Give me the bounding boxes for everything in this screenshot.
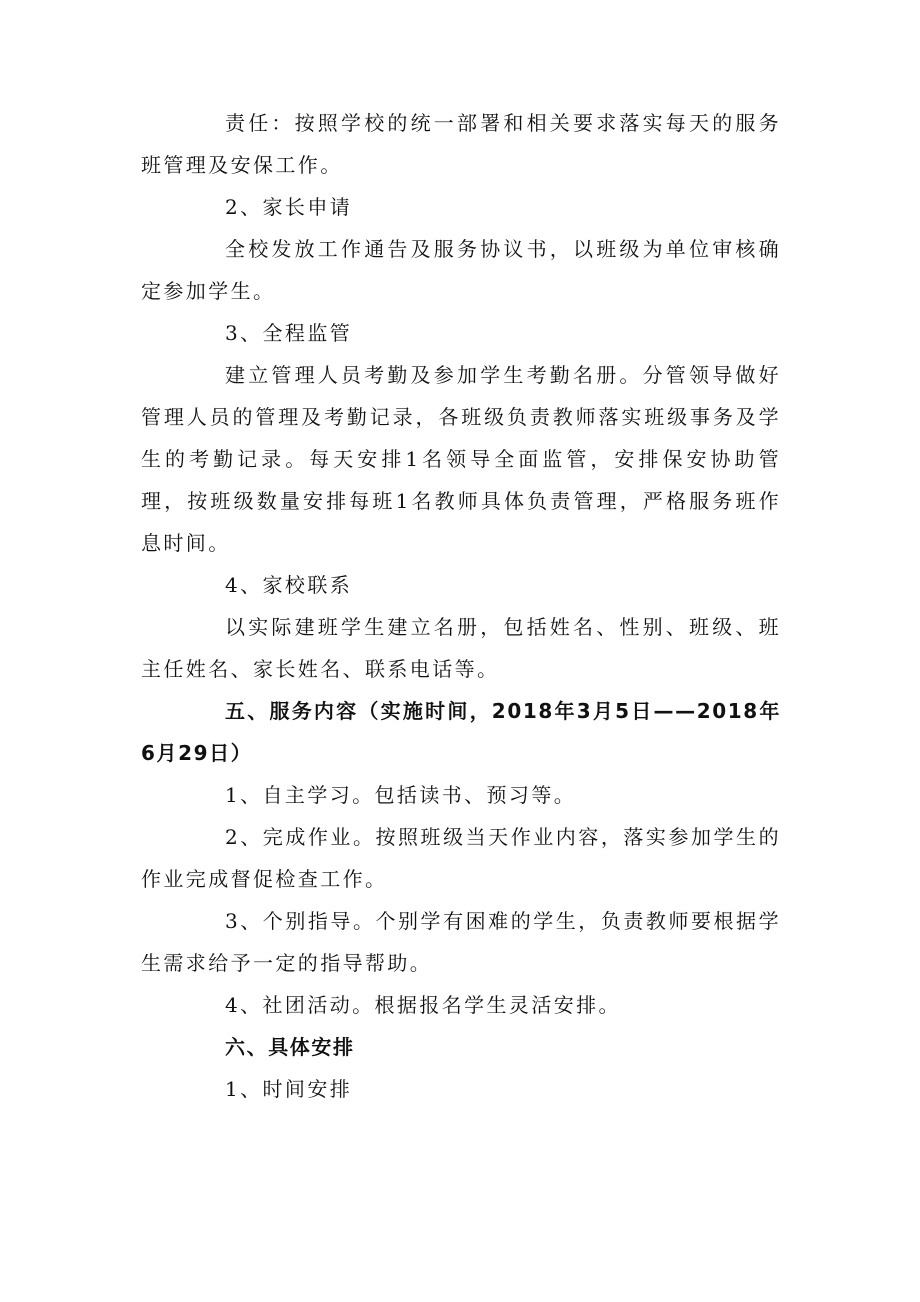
section-heading-arrangements: 六、具体安排 bbox=[225, 1035, 355, 1059]
subheading-time-arrangement: 1、时间安排 bbox=[225, 1077, 353, 1101]
document-body bbox=[141, 102, 781, 1110]
paragraph-individual-guidance: 3、个别指导。个别学有困难的学生，负责教师要根据学生需求给予一定的指导帮助。 bbox=[141, 909, 781, 975]
paragraph-homework: 2、完成作业。按照班级当天作业内容，落实参加学生的作业完成督促检查工作。 bbox=[141, 825, 781, 891]
paragraph-full-supervision: 建立管理人员考勤及参加学生考勤名册。分管领导做好管理人员的管理及考勤记录，各班级负责教师落实班级事务及学生的考勤记录。每天安排1名领导全面监管，安排保安协助管理，按班级数量安排每班1名教师具体负责管理，严格服务班作息时间。 bbox=[141, 363, 781, 555]
paragraph-club-activities: 4、社团活动。根据报名学生灵活安排。 bbox=[225, 993, 621, 1017]
paragraph-home-school-contact: 以实际建班学生建立名册，包括姓名、性别、班级、班主任姓名、家长姓名、联系电话等。 bbox=[141, 615, 781, 681]
subheading-full-supervision: 3、全程监管 bbox=[225, 321, 353, 345]
paragraph-parent-application: 全校发放工作通告及服务协议书，以班级为单位审核确定参加学生。 bbox=[141, 237, 781, 303]
section-heading-service-content: 五、服务内容（实施时间，2018年3月5日——2018年6月29日） bbox=[141, 699, 781, 765]
subheading-home-school-contact: 4、家校联系 bbox=[225, 573, 353, 597]
subheading-parent-application: 2、家长申请 bbox=[225, 195, 353, 219]
paragraph-responsibility: 责任：按照学校的统一部署和相关要求落实每天的服务班管理及安保工作。 bbox=[141, 111, 781, 177]
paragraph-self-study: 1、自主学习。包括读书、预习等。 bbox=[225, 783, 577, 807]
